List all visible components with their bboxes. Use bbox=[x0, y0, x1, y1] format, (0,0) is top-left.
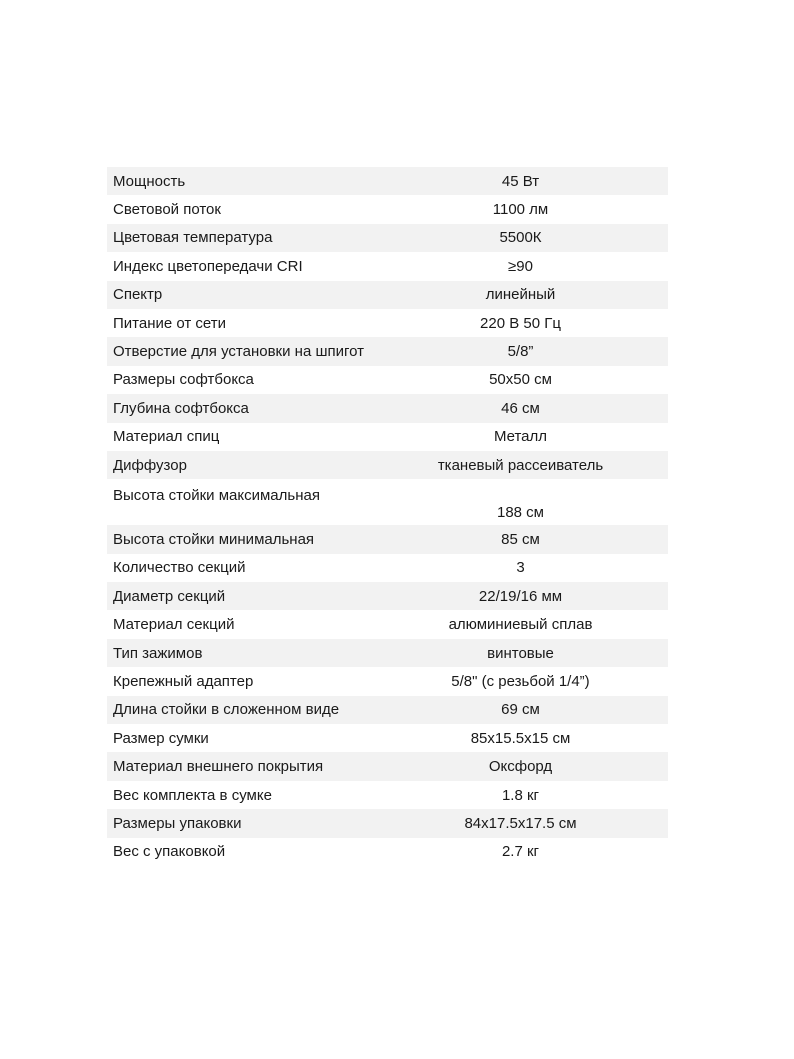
spec-row bbox=[107, 781, 668, 809]
spec-name: Размеры упаковки bbox=[113, 814, 242, 832]
spec-row bbox=[107, 195, 668, 223]
spec-row bbox=[107, 639, 668, 667]
spec-row bbox=[107, 394, 668, 422]
spec-row bbox=[107, 309, 668, 337]
spec-name: Питание от сети bbox=[113, 314, 227, 332]
spec-name: Размеры софтбокса bbox=[113, 371, 254, 389]
spec-value: 45 Вт bbox=[501, 172, 540, 190]
spec-row bbox=[107, 610, 668, 638]
spec-value: 2.7 кг bbox=[501, 843, 540, 861]
spec-row bbox=[107, 337, 668, 365]
spec-name: Глубина софтбокса bbox=[113, 399, 249, 417]
spec-value: винтовые bbox=[487, 644, 554, 662]
spec-row bbox=[107, 809, 668, 837]
spec-row bbox=[107, 752, 668, 780]
spec-name: Спектр bbox=[113, 286, 163, 304]
spec-name: Световой поток bbox=[113, 201, 221, 219]
spec-value: 22/19/16 мм bbox=[478, 587, 563, 605]
spec-name: Вес комплекта в сумке bbox=[113, 786, 272, 804]
spec-name: Диффузор bbox=[113, 456, 187, 474]
spec-name: Отверстие для установки на шпигот bbox=[113, 343, 365, 361]
spec-value: 220 В 50 Гц bbox=[480, 314, 561, 332]
spec-value: алюминиевый сплав bbox=[448, 616, 593, 634]
spec-value: Оксфорд bbox=[488, 758, 553, 776]
spec-name: Крепежный адаптер bbox=[113, 672, 254, 690]
spec-row bbox=[107, 696, 668, 724]
spec-value: 84x17.5x17.5 см bbox=[464, 814, 577, 832]
spec-value: 50x50 см bbox=[489, 371, 552, 389]
spec-row bbox=[107, 167, 668, 195]
spec-value: 1100 лм bbox=[492, 201, 549, 219]
spec-value: ≥90 bbox=[508, 257, 533, 275]
spec-value: 85x15.5x15 см bbox=[470, 729, 571, 747]
spec-value: 85 см bbox=[501, 530, 540, 548]
spec-name: Высота стойки минимальная bbox=[113, 530, 315, 548]
spec-value: 1.8 кг bbox=[501, 786, 540, 804]
spec-row bbox=[107, 667, 668, 695]
spec-row bbox=[107, 451, 668, 479]
spec-name: Мощность bbox=[113, 172, 186, 190]
spec-row bbox=[107, 554, 668, 582]
spec-row bbox=[107, 525, 668, 553]
spec-row bbox=[107, 479, 668, 525]
spec-name: Материал спиц bbox=[113, 428, 220, 446]
spec-value: линейный bbox=[485, 286, 556, 304]
spec-value: 69 см bbox=[501, 701, 540, 719]
spec-name: Вес с упаковкой bbox=[113, 843, 226, 861]
spec-name: Материал внешнего покрытия bbox=[113, 758, 324, 776]
spec-name: Высота стойки максимальная bbox=[113, 487, 320, 505]
spec-value: 5500К bbox=[499, 229, 542, 247]
spec-table bbox=[107, 167, 668, 866]
spec-row bbox=[107, 724, 668, 752]
spec-name: Размер сумки bbox=[113, 729, 209, 747]
spec-name: Индекс цветопередачи CRI bbox=[113, 257, 303, 275]
spec-value: 5/8” bbox=[507, 343, 534, 361]
spec-value: Металл bbox=[493, 428, 548, 446]
spec-row bbox=[107, 838, 668, 866]
spec-row bbox=[107, 423, 668, 451]
spec-value: 5/8" (с резьбой 1/4”) bbox=[451, 672, 590, 690]
spec-value: 3 bbox=[516, 559, 525, 577]
spec-row bbox=[107, 582, 668, 610]
spec-name: Цветовая температура bbox=[113, 229, 273, 247]
spec-row bbox=[107, 281, 668, 309]
spec-value: тканевый рассеиватель bbox=[437, 456, 604, 474]
spec-name: Длина стойки в сложенном виде bbox=[113, 701, 340, 719]
spec-row bbox=[107, 224, 668, 252]
spec-name: Количество секций bbox=[113, 559, 246, 577]
spec-row bbox=[107, 366, 668, 394]
spec-value: 46 см bbox=[501, 399, 540, 417]
spec-row bbox=[107, 252, 668, 280]
spec-name: Материал секций bbox=[113, 616, 235, 634]
spec-name: Тип зажимов bbox=[113, 644, 203, 662]
spec-value: 188 см bbox=[496, 504, 544, 522]
spec-name: Диаметр секций bbox=[113, 587, 226, 605]
